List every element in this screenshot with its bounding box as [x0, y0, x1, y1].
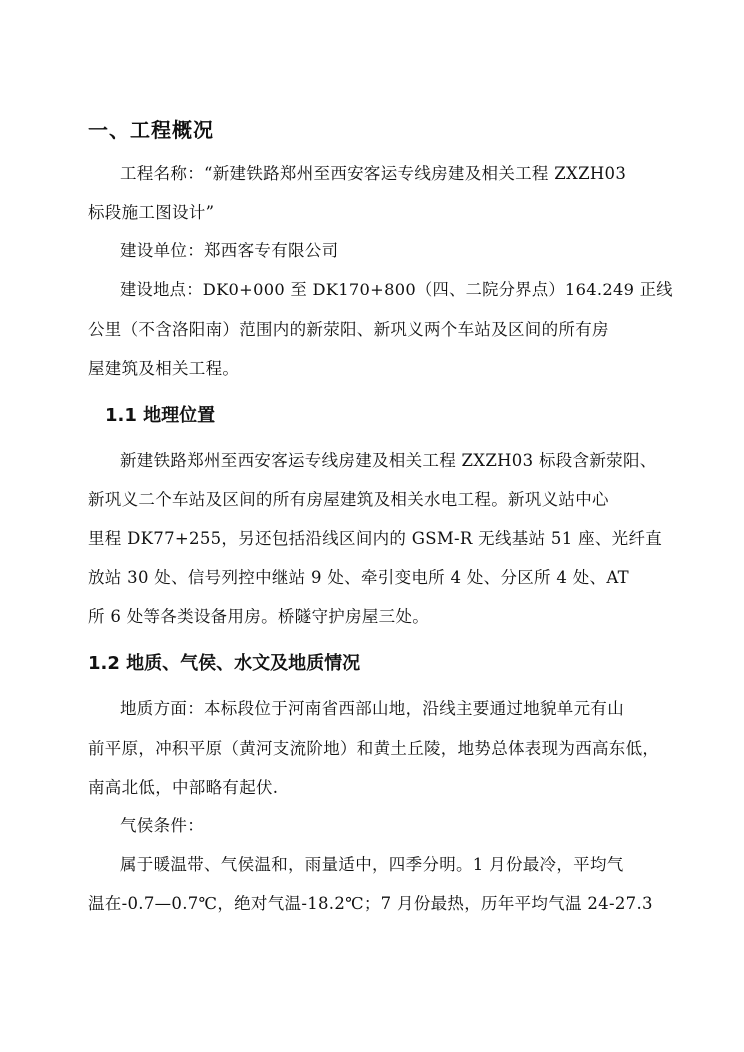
section-heading-geology-climate: 1.2 地质、气侯、水文及地质情况: [88, 653, 361, 674]
geo-location-line-5: 所 6 处等各类设备用房。桥隧守护房屋三处。: [88, 607, 430, 626]
geology-line-3: 南高北低，中部略有起伏.: [88, 778, 279, 797]
geology-line-1: 地质方面：本标段位于河南省西部山地，沿线主要通过地貌单元有山: [120, 699, 624, 718]
climate-label: 气侯条件：: [120, 816, 204, 835]
geology-line-2: 前平原，冲积平原（黄河支流阶地）和黄土丘陵，地势总体表现为西高东低，: [88, 739, 660, 758]
geo-location-line-1: 新建铁路郑州至西安客运专线房建及相关工程 ZXZH03 标段含新荥阳、: [120, 451, 657, 470]
builder-line: 建设单位：郑西客专有限公司: [120, 241, 339, 260]
geo-location-line-3: 里程 DK77+255，另还包括沿线区间内的 GSM-R 无线基站 51 座、光纤直: [88, 529, 663, 548]
section-heading-overview: 一、工程概况: [88, 118, 214, 142]
location-line-1: 建设地点：DK0+000 至 DK170+800（四、二院分界点）164.249 正线: [120, 280, 673, 299]
project-name-line-2: 标段施工图设计”: [88, 203, 215, 222]
climate-line-2: 温在-0.7—0.7℃，绝对气温-18.2℃；7 月份最热，历年平均气温 24-27.3: [88, 894, 653, 913]
geo-location-line-2: 新巩义二个车站及区间的所有房屋建筑及相关水电工程。新巩义站中心: [88, 490, 609, 509]
climate-line-1: 属于暖温带、气侯温和，雨量适中，四季分明。1 月份最冷，平均气: [120, 855, 624, 874]
geo-location-line-4: 放站 30 处、信号列控中继站 9 处、牵引变电所 4 处、分区所 4 处、AT: [88, 568, 629, 587]
location-line-3: 屋建筑及相关工程。: [88, 359, 240, 378]
location-line-2: 公里（不含洛阳南）范围内的新荥阳、新巩义两个车站及区间的所有房: [88, 320, 609, 339]
section-heading-geo-location: 1.1 地理位置: [105, 405, 216, 426]
project-name-line-1: 工程名称：“新建铁路郑州至西安客运专线房建及相关工程 ZXZH03: [120, 164, 627, 183]
